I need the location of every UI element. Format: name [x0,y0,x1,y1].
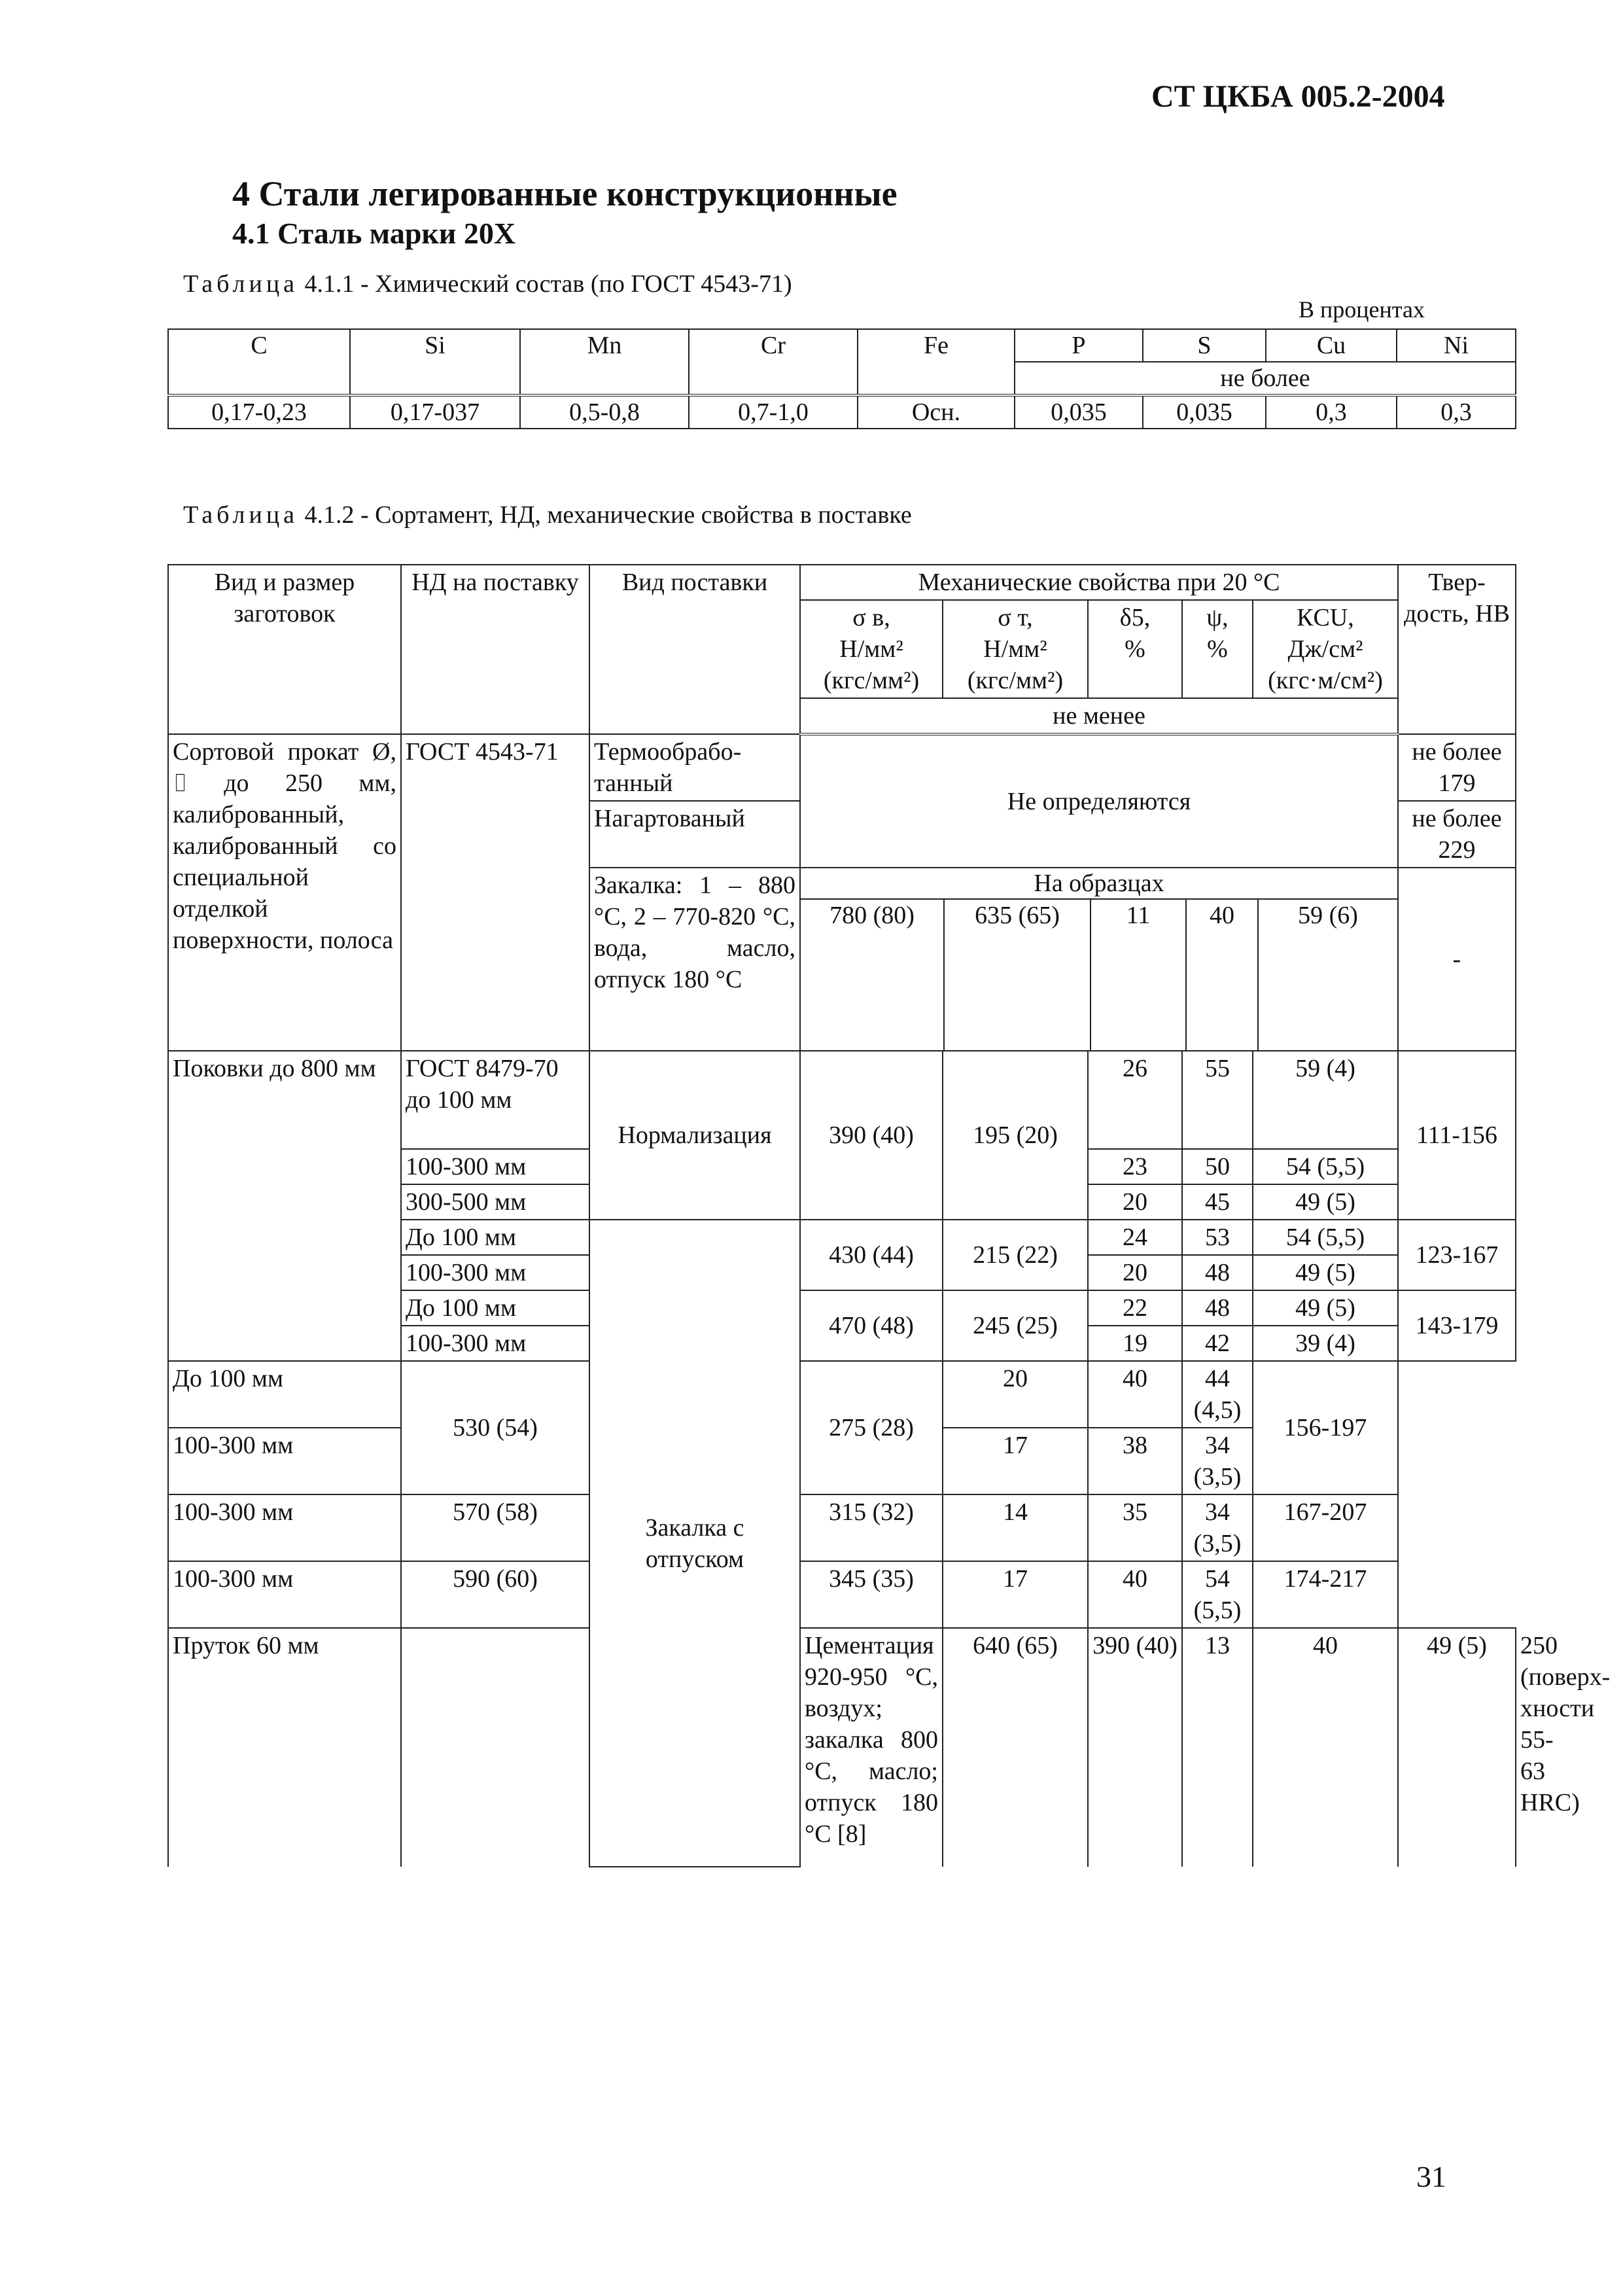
col-si: Si [350,329,520,395]
b2-st: 245 (25) [943,1290,1088,1361]
hdr-delivery: Вид поставки [589,565,800,734]
b4-psi0: 35 [1088,1494,1182,1561]
g3-d: 13 [1182,1628,1253,1867]
g2-normalization: Нормализация [589,1051,800,1220]
b0-kcu2: 49 (5) [1253,1184,1398,1220]
g1-hb-heat: не более 179 [1398,734,1516,801]
b1-psi0: 53 [1182,1220,1253,1255]
b1-psi1: 48 [1182,1255,1253,1290]
psi-symbol: ψ, [1206,604,1229,631]
subsection-title: 4.1 Сталь марки 20Х [232,217,516,250]
col-s: S [1143,329,1266,362]
b1-d1: 20 [1088,1255,1182,1290]
b3-hb: 156-197 [1253,1361,1398,1494]
caption-text: 4.1.1 - Химический состав (по ГОСТ 4543-71) [304,270,792,298]
caption-prefix: Таблица [183,270,299,298]
g2-quench-temper: Закалка с отпуском [589,1220,800,1867]
b3-kcu1: 34 (3,5) [1182,1428,1253,1494]
delta-unit: % [1125,635,1145,663]
hdr-type-size: Вид и размер заготовок [168,565,401,734]
b3-st: 275 (28) [800,1361,943,1494]
b0-psi2: 45 [1182,1184,1253,1220]
val-cr: 0,7-1,0 [689,395,858,429]
b0-psi1: 50 [1182,1149,1253,1184]
b0-psi0: 55 [1182,1051,1253,1149]
g1-nd: ГОСТ 4543-71 [401,734,589,1051]
b4-nd0: 100-300 мм [168,1494,401,1561]
b0-d1: 23 [1088,1149,1182,1184]
table-row [168,1561,1516,1628]
g1-delivery-cold: Нагартованый [589,801,800,868]
b2-kcu0: 49 (5) [1253,1290,1398,1326]
val-c: 0,17-0,23 [168,395,350,429]
b4-st: 315 (32) [800,1494,943,1561]
sigma-t-symbol: σ т, [998,604,1033,631]
b3-psi0: 40 [1088,1361,1182,1428]
b2-psi1: 42 [1182,1326,1253,1361]
b2-nd0: До 100 мм [401,1290,589,1326]
col-c: С [168,329,350,395]
g1-st: 635 (65) [945,900,1091,1050]
t1-header-row [168,329,1516,362]
g2-type: Поковки до 800 мм [168,1051,401,1361]
col-cr: Cr [689,329,858,395]
section-title: 4 Стали легированные конструкционные [232,174,898,213]
g1-type: Сортовой прокат Ø, ⌷ до 250 мм, калиброванный, калиброванный со специальной отделкой поверхности, полоса [168,734,401,1051]
b5-d0: 17 [943,1561,1088,1628]
hdr-delta [1088,600,1182,698]
b0-d0: 26 [1088,1051,1182,1149]
standard-code: СТ ЦКБА 005.2-2004 [1151,79,1445,114]
val-cu: 0,3 [1266,395,1397,429]
val-si: 0,17-037 [350,395,520,429]
b5-hb: 174-217 [1253,1561,1398,1628]
b2-sb: 470 (48) [800,1290,943,1361]
b2-kcu1: 39 (4) [1253,1326,1398,1361]
table2-caption [183,501,912,529]
table-row [168,734,1516,801]
b5-nd0: 100-300 мм [168,1561,401,1628]
b0-nd0: ГОСТ 8479-70 до 100 мм [401,1051,589,1149]
kcu-unit: Дж/см² [1287,635,1363,663]
g1-samples [800,868,1398,1051]
b3-sb: 530 (54) [401,1361,589,1494]
sigma-b-unit2: (кгс/мм²) [823,667,920,694]
b2-d1: 19 [1088,1326,1182,1361]
delta-symbol: δ5, [1119,604,1151,631]
b0-hb: 111-156 [1398,1051,1516,1220]
val-p: 0,035 [1015,395,1143,429]
hdr-mech: Механические свойства при 20 °С [800,565,1398,600]
g3-psi: 40 [1253,1628,1398,1867]
b0-st: 195 (20) [943,1051,1088,1220]
sigma-t-unit2: (кгс/мм²) [967,667,1064,694]
b1-st: 215 (22) [943,1220,1088,1290]
g1-quench: Закалка: 1 – 880 °С, 2 – 770-820 °С, вода, масло, отпуск 180 °С [589,868,800,1051]
b1-sb: 430 (44) [800,1220,943,1290]
b3-d1: 17 [943,1428,1088,1494]
val-fe: Осн. [858,395,1015,429]
col-ni: Ni [1397,329,1516,362]
g3-type: Пруток 60 мм [168,1628,401,1867]
val-s: 0,035 [1143,395,1266,429]
b0-nd2: 300-500 мм [401,1184,589,1220]
table-row [168,1494,1516,1561]
g3-delivery: Цементация 920-950 °С, воздух; закалка 800 °С, масло; отпуск 180 °С [8] [800,1628,943,1867]
col-mn: Mn [520,329,689,395]
table-row: Пруток 60 мм Цементация 920-950 °С, воздух; закалка 800 °С, масло; отпуск 180 °С [8] 640 (65) 390 (40) 13 40 49 (5) 250 (поверх-хности 55-63 HRC) [168,1628,1516,1867]
b3-psi1: 38 [1088,1428,1182,1494]
b5-sb: 590 (60) [401,1561,589,1628]
g1-sb: 780 (80) [801,900,945,1050]
psi-unit: % [1207,635,1228,663]
hdr-kcu [1253,600,1398,698]
val-ni: 0,3 [1397,395,1516,429]
chemical-composition-table [167,328,1516,429]
b5-st: 345 (35) [800,1561,943,1628]
b2-psi0: 48 [1182,1290,1253,1326]
b4-kcu0: 34 (3,5) [1182,1494,1253,1561]
b1-nd0: До 100 мм [401,1220,589,1255]
col-cu: Cu [1266,329,1397,362]
kcu-unit2: (кгс·м/см²) [1268,667,1383,694]
hdr-sigma-b [800,600,943,698]
mechanical-properties-table [167,564,1611,1867]
b3-nd0: До 100 мм [168,1361,401,1428]
b4-d0: 14 [943,1494,1088,1561]
b1-d0: 24 [1088,1220,1182,1255]
g1-hb: - [1398,868,1516,1051]
hdr-nd: НД на поставку [401,565,589,734]
caption-text: 4.1.2 - Сортамент, НД, механические свойства в поставке [304,501,912,529]
b1-kcu1: 49 (5) [1253,1255,1398,1290]
g1-psi: 40 [1187,900,1259,1050]
on-samples-label: На образцах [801,868,1397,900]
sigma-b-unit: Н/мм² [839,635,903,663]
b4-sb: 570 (58) [401,1494,589,1561]
sigma-t-unit: Н/мм² [983,635,1047,663]
caption-prefix: Таблица [183,501,299,529]
b4-hb: 167-207 [1253,1494,1398,1561]
val-mn: 0,5-0,8 [520,395,689,429]
table1-units: В процентах [1299,296,1425,323]
g3-nd [401,1628,589,1867]
g1-hb-cold: не более 229 [1398,801,1516,868]
page-number: 31 [1416,2160,1446,2193]
b0-sb: 390 (40) [800,1051,943,1220]
b0-kcu0: 59 (4) [1253,1051,1398,1149]
limit-note: не более [1015,362,1516,395]
g1-not-defined: Не определяются [800,734,1398,868]
table-row [168,1361,1516,1428]
b0-d2: 20 [1088,1184,1182,1220]
hdr-sigma-t [943,600,1088,698]
b2-d0: 22 [1088,1290,1182,1326]
b0-kcu1: 54 (5,5) [1253,1149,1398,1184]
b0-nd1: 100-300 мм [401,1149,589,1184]
hdr-psi [1182,600,1253,698]
min-note: не менее [800,698,1398,734]
t2-header-row1 [168,565,1516,600]
g1-values [801,900,1397,1050]
b3-kcu0: 44 (4,5) [1182,1361,1253,1428]
sigma-b-symbol: σ в, [852,604,890,631]
b2-hb: 143-179 [1398,1290,1516,1361]
col-p: P [1015,329,1143,362]
b3-d0: 20 [943,1361,1088,1428]
table-row [168,1051,1516,1149]
g3-kcu: 49 (5) [1398,1628,1516,1867]
g1-delivery-heat: Термообрабо-танный [589,734,800,801]
b1-nd1: 100-300 мм [401,1255,589,1290]
g1-d: 11 [1091,900,1187,1050]
kcu-symbol: КCU, [1297,604,1354,631]
b1-hb: 123-167 [1398,1220,1516,1290]
g3-sb: 640 (65) [943,1628,1088,1867]
g1-kcu: 59 (6) [1298,902,1358,929]
b5-psi0: 40 [1088,1561,1182,1628]
b3-nd1: 100-300 мм [168,1428,401,1494]
g3-st: 390 (40) [1088,1628,1182,1867]
b2-nd1: 100-300 мм [401,1326,589,1361]
table1-caption [183,270,792,298]
b5-kcu0: 54 (5,5) [1182,1561,1253,1628]
b1-kcu0: 54 (5,5) [1253,1220,1398,1255]
t1-values-row [168,395,1516,429]
hdr-hardness: Твер-дость, НВ [1398,565,1516,734]
col-fe: Fe [858,329,1015,395]
